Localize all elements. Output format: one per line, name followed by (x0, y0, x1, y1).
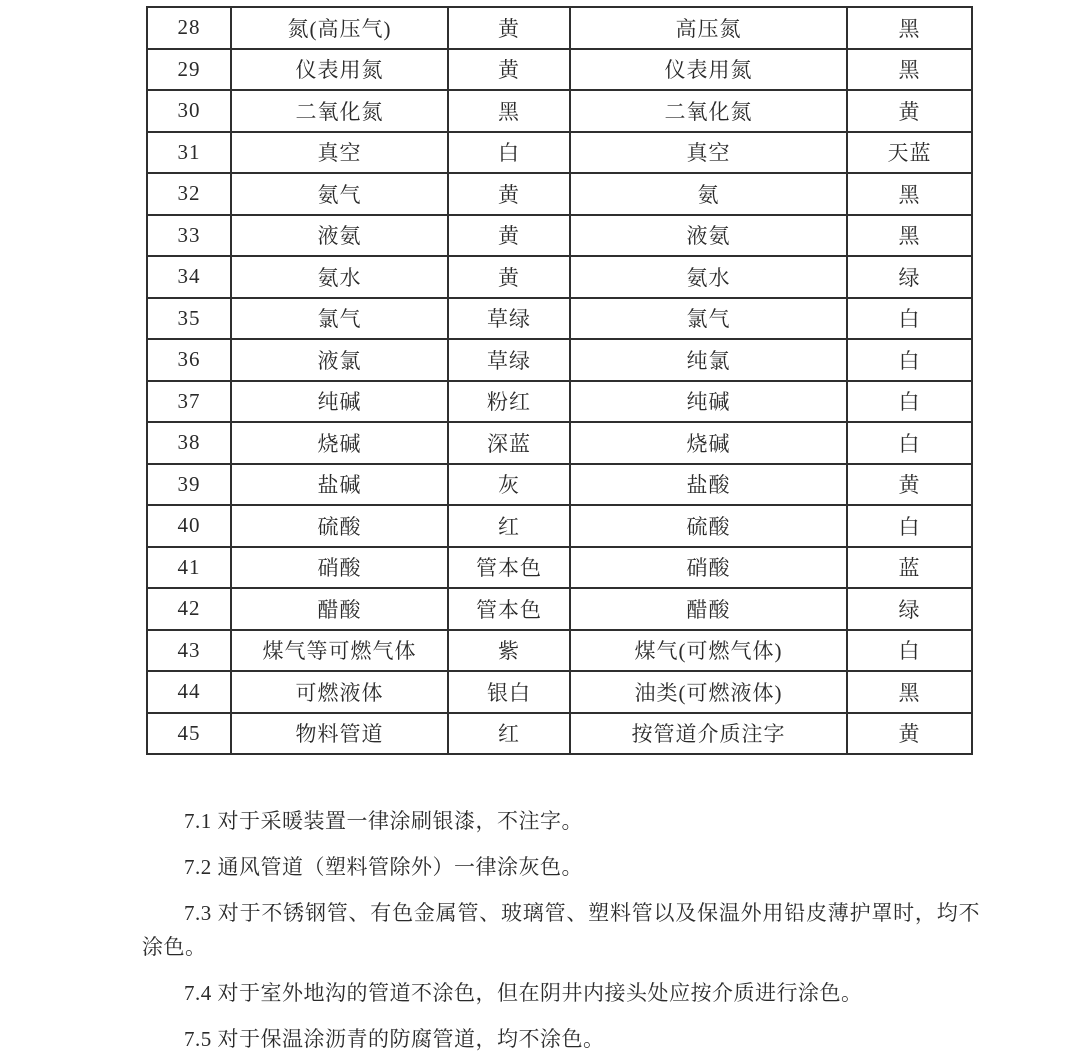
cell-paint_color: 草绿 (448, 339, 570, 381)
cell-paint_color: 黄 (448, 7, 570, 49)
cell-no: 45 (147, 713, 231, 755)
table-row (147, 339, 972, 381)
cell-name: 氮(高压气) (231, 7, 448, 49)
cell-label: 氯气 (570, 298, 847, 340)
table-row (147, 215, 972, 257)
cell-label: 硫酸 (570, 505, 847, 547)
cell-no: 32 (147, 173, 231, 215)
cell-label_color: 黑 (847, 215, 972, 257)
cell-name: 醋酸 (231, 588, 448, 630)
cell-name: 硝酸 (231, 547, 448, 589)
cell-label_color: 绿 (847, 588, 972, 630)
table-row (147, 173, 972, 215)
table-row (147, 713, 972, 755)
cell-no: 33 (147, 215, 231, 257)
cell-paint_color: 黄 (448, 173, 570, 215)
cell-paint_color: 黑 (448, 90, 570, 132)
cell-paint_color: 灰 (448, 464, 570, 506)
note-number: 7.4 (184, 981, 212, 1005)
table-row (147, 381, 972, 423)
note-paragraph (142, 804, 980, 838)
table-row (147, 256, 972, 298)
table-row (147, 132, 972, 174)
cell-label_color: 白 (847, 630, 972, 672)
table-row (147, 588, 972, 630)
cell-paint_color: 黄 (448, 256, 570, 298)
cell-paint_color: 紫 (448, 630, 570, 672)
cell-no: 28 (147, 7, 231, 49)
cell-label: 真空 (570, 132, 847, 174)
cell-paint_color: 粉红 (448, 381, 570, 423)
cell-label: 盐酸 (570, 464, 847, 506)
table-row (147, 7, 972, 49)
cell-name: 煤气等可燃气体 (231, 630, 448, 672)
note-paragraph (142, 850, 980, 884)
cell-name: 真空 (231, 132, 448, 174)
cell-label_color: 黄 (847, 464, 972, 506)
table-row (147, 630, 972, 672)
cell-paint_color: 黄 (448, 215, 570, 257)
cell-label: 按管道介质注字 (570, 713, 847, 755)
cell-label_color: 白 (847, 381, 972, 423)
cell-label: 仪表用氮 (570, 49, 847, 91)
cell-paint_color: 红 (448, 505, 570, 547)
table-row (147, 671, 972, 713)
cell-label: 烧碱 (570, 422, 847, 464)
cell-no: 35 (147, 298, 231, 340)
cell-label: 煤气(可燃气体) (570, 630, 847, 672)
note-text: 对于采暖装置一律涂刷银漆，不注字。 (217, 809, 583, 833)
table-row (147, 422, 972, 464)
note-number: 7.5 (184, 1027, 212, 1051)
cell-name: 物料管道 (231, 713, 448, 755)
cell-no: 40 (147, 505, 231, 547)
cell-no: 41 (147, 547, 231, 589)
cell-name: 仪表用氮 (231, 49, 448, 91)
cell-paint_color: 红 (448, 713, 570, 755)
cell-paint_color: 草绿 (448, 298, 570, 340)
cell-label_color: 白 (847, 298, 972, 340)
cell-no: 39 (147, 464, 231, 506)
table-row (147, 505, 972, 547)
note-paragraph (142, 976, 980, 1010)
cell-name: 纯碱 (231, 381, 448, 423)
table-row (147, 90, 972, 132)
cell-label: 纯碱 (570, 381, 847, 423)
table-row (147, 298, 972, 340)
cell-paint_color: 深蓝 (448, 422, 570, 464)
cell-label_color: 黑 (847, 671, 972, 713)
cell-no: 34 (147, 256, 231, 298)
pipe-color-table (146, 6, 973, 755)
cell-name: 可燃液体 (231, 671, 448, 713)
cell-label_color: 黄 (847, 90, 972, 132)
note-paragraph (142, 896, 980, 964)
note-number: 7.1 (184, 809, 212, 833)
cell-no: 44 (147, 671, 231, 713)
cell-label_color: 白 (847, 339, 972, 381)
cell-label: 醋酸 (570, 588, 847, 630)
cell-label: 油类(可燃液体) (570, 671, 847, 713)
cell-name: 盐碱 (231, 464, 448, 506)
cell-no: 29 (147, 49, 231, 91)
cell-no: 31 (147, 132, 231, 174)
cell-no: 36 (147, 339, 231, 381)
cell-no: 38 (147, 422, 231, 464)
cell-paint_color: 银白 (448, 671, 570, 713)
cell-paint_color: 管本色 (448, 588, 570, 630)
note-text: 对于保温涂沥青的防腐管道，均不涂色。 (217, 1027, 605, 1051)
cell-label_color: 黑 (847, 7, 972, 49)
cell-label_color: 蓝 (847, 547, 972, 589)
cell-label: 纯氯 (570, 339, 847, 381)
cell-name: 氯气 (231, 298, 448, 340)
cell-label: 氨 (570, 173, 847, 215)
cell-no: 43 (147, 630, 231, 672)
cell-paint_color: 管本色 (448, 547, 570, 589)
cell-label_color: 天蓝 (847, 132, 972, 174)
cell-name: 液氯 (231, 339, 448, 381)
cell-name: 氨气 (231, 173, 448, 215)
table-row (147, 464, 972, 506)
cell-label: 二氧化氮 (570, 90, 847, 132)
cell-label_color: 黄 (847, 713, 972, 755)
cell-label_color: 黑 (847, 49, 972, 91)
note-number: 7.2 (184, 855, 212, 879)
note-number: 7.3 (184, 901, 212, 925)
cell-name: 二氧化氮 (231, 90, 448, 132)
cell-no: 30 (147, 90, 231, 132)
cell-label_color: 白 (847, 422, 972, 464)
table-row (147, 49, 972, 91)
note-text: 通风管道（塑料管除外）一律涂灰色。 (217, 855, 583, 879)
cell-label_color: 黑 (847, 173, 972, 215)
cell-label: 氨水 (570, 256, 847, 298)
note-text: 对于室外地沟的管道不涂色，但在阴井内接头处应按介质进行涂色。 (217, 981, 863, 1005)
cell-no: 37 (147, 381, 231, 423)
cell-paint_color: 白 (448, 132, 570, 174)
cell-label: 硝酸 (570, 547, 847, 589)
note-text: 对于不锈钢管、有色金属管、玻璃管、塑料管以及保温外用铅皮薄护罩时，均不涂色。 (142, 901, 981, 959)
cell-label: 液氨 (570, 215, 847, 257)
cell-name: 硫酸 (231, 505, 448, 547)
cell-no: 42 (147, 588, 231, 630)
notes-section (142, 792, 980, 1055)
note-paragraph (142, 1022, 980, 1055)
table-row (147, 547, 972, 589)
cell-label: 高压氮 (570, 7, 847, 49)
cell-label_color: 绿 (847, 256, 972, 298)
cell-label_color: 白 (847, 505, 972, 547)
cell-paint_color: 黄 (448, 49, 570, 91)
cell-name: 氨水 (231, 256, 448, 298)
pipe-color-table-body (147, 7, 972, 754)
cell-name: 烧碱 (231, 422, 448, 464)
cell-name: 液氨 (231, 215, 448, 257)
